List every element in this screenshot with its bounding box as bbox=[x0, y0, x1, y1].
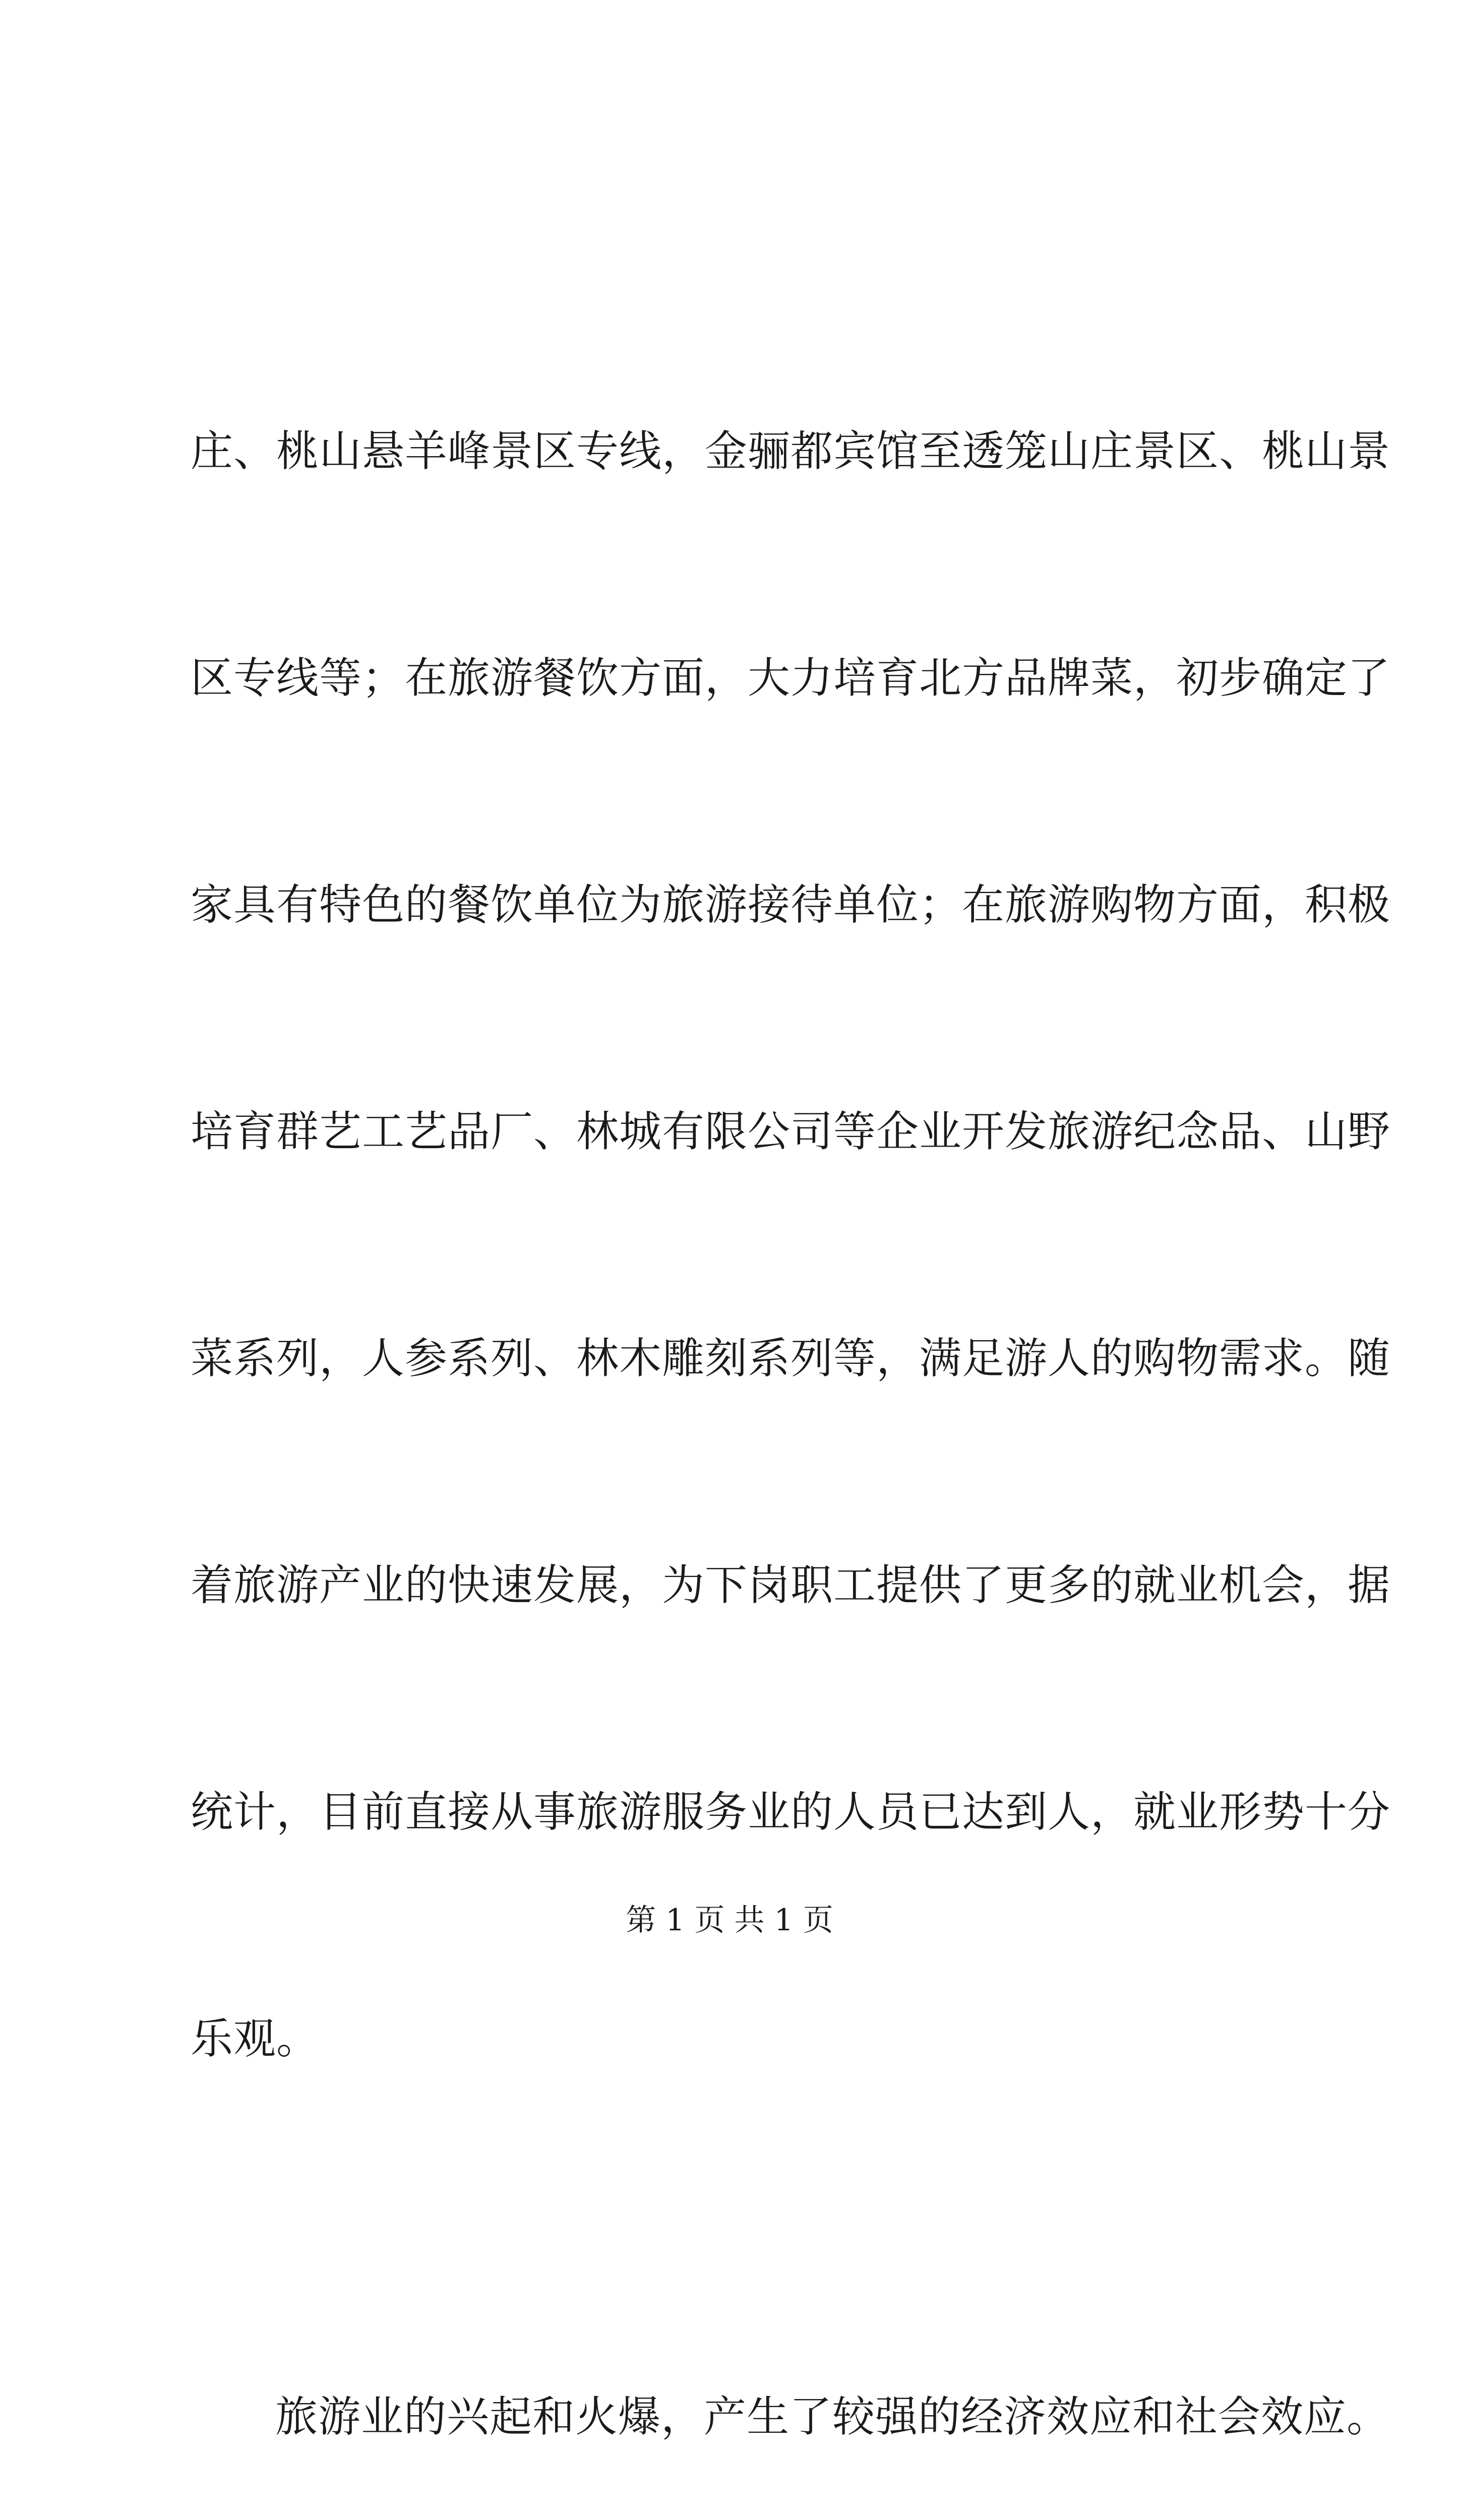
text-line: 区专线等；在旅游餐饮方面，大力培育北方品牌菜，初步确定了 bbox=[191, 653, 1391, 703]
text-line: 菜系列，人参系列、林木雕刻系列等，满足游人的购物需求。随 bbox=[191, 1334, 1391, 1383]
text-line: 培育群艺工艺品厂、林城有限公司等企业开发旅游纪念品、山野 bbox=[191, 1107, 1391, 1156]
body-text bbox=[191, 262, 1391, 2520]
page-number-label: 第 1 页 共 1 页 bbox=[626, 1903, 833, 1938]
text-line: 统计，目前直接从事旅游服务业的人员已达到人，就业形势十分 bbox=[191, 1787, 1391, 1837]
text-line: 着旅游产业的快速发展，为下岗职工提供了更多的就业机会，据 bbox=[191, 1560, 1391, 1610]
page-footer bbox=[0, 1900, 1459, 1940]
text-line: 家具有特色的餐饮单位为旅游接待单位；在旅游购物方面，积极 bbox=[191, 880, 1391, 929]
text-line: 乐观。 bbox=[191, 2014, 320, 2063]
text-line: 庄、桃山悬羊峰景区专线，金骊都宾馆至透笼山庄景区、桃山景 bbox=[191, 426, 1391, 476]
text-line: 旅游业的兴起和火爆，产生了较强的经济效应和社会效应。 bbox=[275, 2392, 1390, 2441]
paragraph-2 bbox=[191, 2228, 1390, 2520]
